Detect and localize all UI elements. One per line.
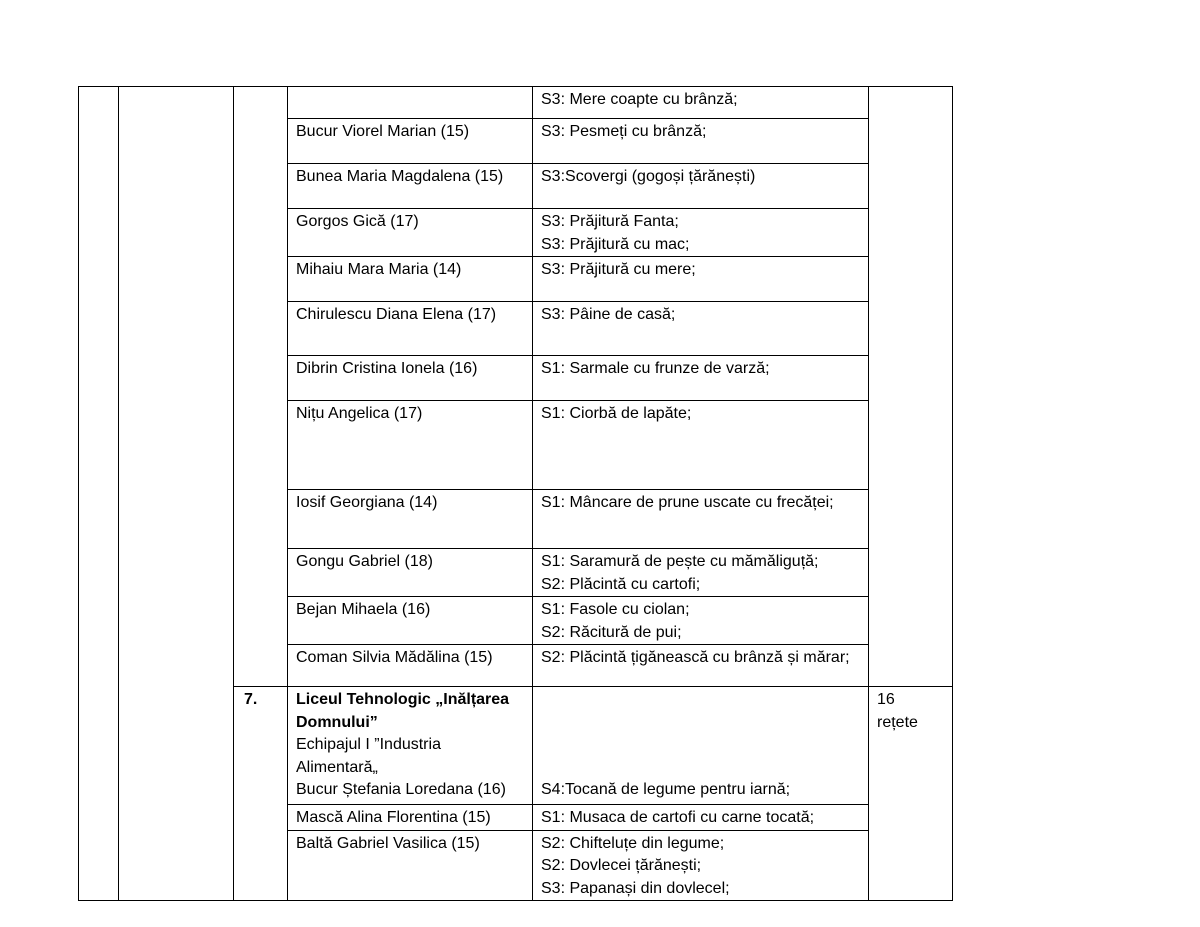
participant-cell: Bejan Mihaela (16) — [288, 597, 533, 645]
participant-cell: Dibrin Cristina Ionela (16) — [288, 356, 533, 401]
participant-cell: Mihaiu Mara Maria (14) — [288, 257, 533, 302]
recipe-cell: S1: Ciorbă de lapăte; — [533, 401, 869, 490]
team-name: Echipajul I ”Industria — [296, 736, 441, 753]
section-number-cell: 7. — [234, 687, 288, 901]
recipe-cell: S1: Sarmale cu frunze de varză; — [533, 356, 869, 401]
participant-cell: Mască Alina Florentina (15) — [288, 805, 533, 831]
participant-cell: Bucur Viorel Marian (15) — [288, 119, 533, 164]
empty-total-cell — [869, 87, 953, 687]
empty-column-cell — [119, 87, 234, 901]
participant-cell — [288, 687, 533, 805]
recipe-total-cell: 16 rețete — [869, 687, 953, 901]
recipe-cell: S1: Saramură de pește cu mămăliguță; S2: Plăcintă cu cartofi; — [533, 549, 869, 597]
empty-number-cell — [234, 87, 288, 687]
recipe-cell: S1: Fasole cu ciolan; S2: Răcitură de pui; — [533, 597, 869, 645]
recipe-cell: S2: Chifteluțe din legume; S2: Dovlecei țărănești; S3: Papanași din dovlecel; — [533, 830, 869, 901]
participant-cell: Gongu Gabriel (18) — [288, 549, 533, 597]
table-row — [79, 87, 953, 119]
recipe-cell: S3:Scovergi (gogoși țărănești) — [533, 164, 869, 209]
participant-cell: Gorgos Gică (17) — [288, 209, 533, 257]
recipe-cell: S4:Tocană de legume pentru iarnă; — [533, 687, 869, 805]
empty-column-cell — [79, 87, 119, 901]
recipe-cell: S3: Pesmeți cu brânză; — [533, 119, 869, 164]
participant-cell: Iosif Georgiana (14) — [288, 490, 533, 549]
participant-cell: Coman Silvia Mădălina (15) — [288, 645, 533, 687]
participant-cell — [288, 87, 533, 119]
participant-cell: Baltă Gabriel Vasilica (15) — [288, 830, 533, 901]
school-name: Liceul Tehnologic „Inălțarea — [296, 691, 510, 708]
participant-cell: Nițu Angelica (17) — [288, 401, 533, 490]
recipe-cell: S3: Prăjitură Fanta; S3: Prăjitură cu mac; — [533, 209, 869, 257]
recipe-cell: S3: Mere coapte cu brânză; — [533, 87, 869, 119]
participant-cell: Bunea Maria Magdalena (15) — [288, 164, 533, 209]
recipes-table — [78, 86, 953, 901]
recipe-cell: S1: Musaca de cartofi cu carne tocată; — [533, 805, 869, 831]
recipe-cell: S1: Mâncare de prune uscate cu frecăței; — [533, 490, 869, 549]
recipe-cell: S2: Plăcintă țigănească cu brânză și mărar; — [533, 645, 869, 687]
recipe-cell: S3: Pâine de casă; — [533, 302, 869, 356]
school-name-cont: Domnului” — [296, 713, 378, 731]
team-name-cont: Alimentară„ — [296, 758, 378, 776]
participant-name: Bucur Ștefania Loredana (16) — [296, 781, 506, 798]
recipe-cell: S3: Prăjitură cu mere; — [533, 257, 869, 302]
participant-cell: Chirulescu Diana Elena (17) — [288, 302, 533, 356]
